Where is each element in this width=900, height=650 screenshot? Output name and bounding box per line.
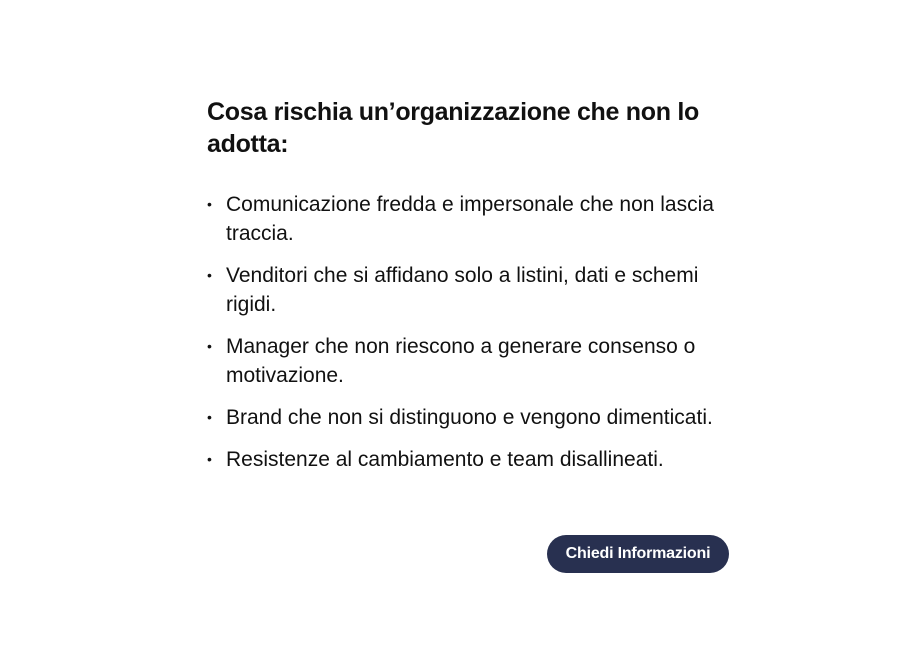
risk-list-container (207, 190, 717, 520)
request-info-button[interactable]: Chiedi Informazioni (547, 535, 729, 573)
list-fade-overlay (207, 508, 717, 520)
bullet-icon: • (207, 267, 212, 283)
list-item (207, 445, 717, 474)
risk-list (207, 190, 717, 474)
section-heading: Cosa rischia un’organizzazione che non lo adotta: (207, 98, 699, 158)
list-item (207, 190, 717, 248)
list-item-text: Manager che non riescono a generare consenso o motivazione. (226, 335, 696, 387)
bullet-icon: • (207, 196, 212, 212)
list-item-text: Venditori che si affidano solo a listini, dati e schemi rigidi. (226, 264, 699, 316)
list-item (207, 403, 717, 432)
list-item-text: Comunicazione fredda e impersonale che non lascia traccia. (226, 193, 714, 245)
bullet-icon: • (207, 409, 212, 425)
list-item (207, 261, 717, 319)
bullet-icon: • (207, 338, 212, 354)
list-item-text: Resistenze al cambiamento e team disallineati. (226, 448, 664, 471)
list-item (207, 332, 717, 390)
list-item-text: Brand che non si distinguono e vengono dimenticati. (226, 406, 713, 429)
risk-section (207, 96, 717, 520)
bullet-icon: • (207, 451, 212, 467)
